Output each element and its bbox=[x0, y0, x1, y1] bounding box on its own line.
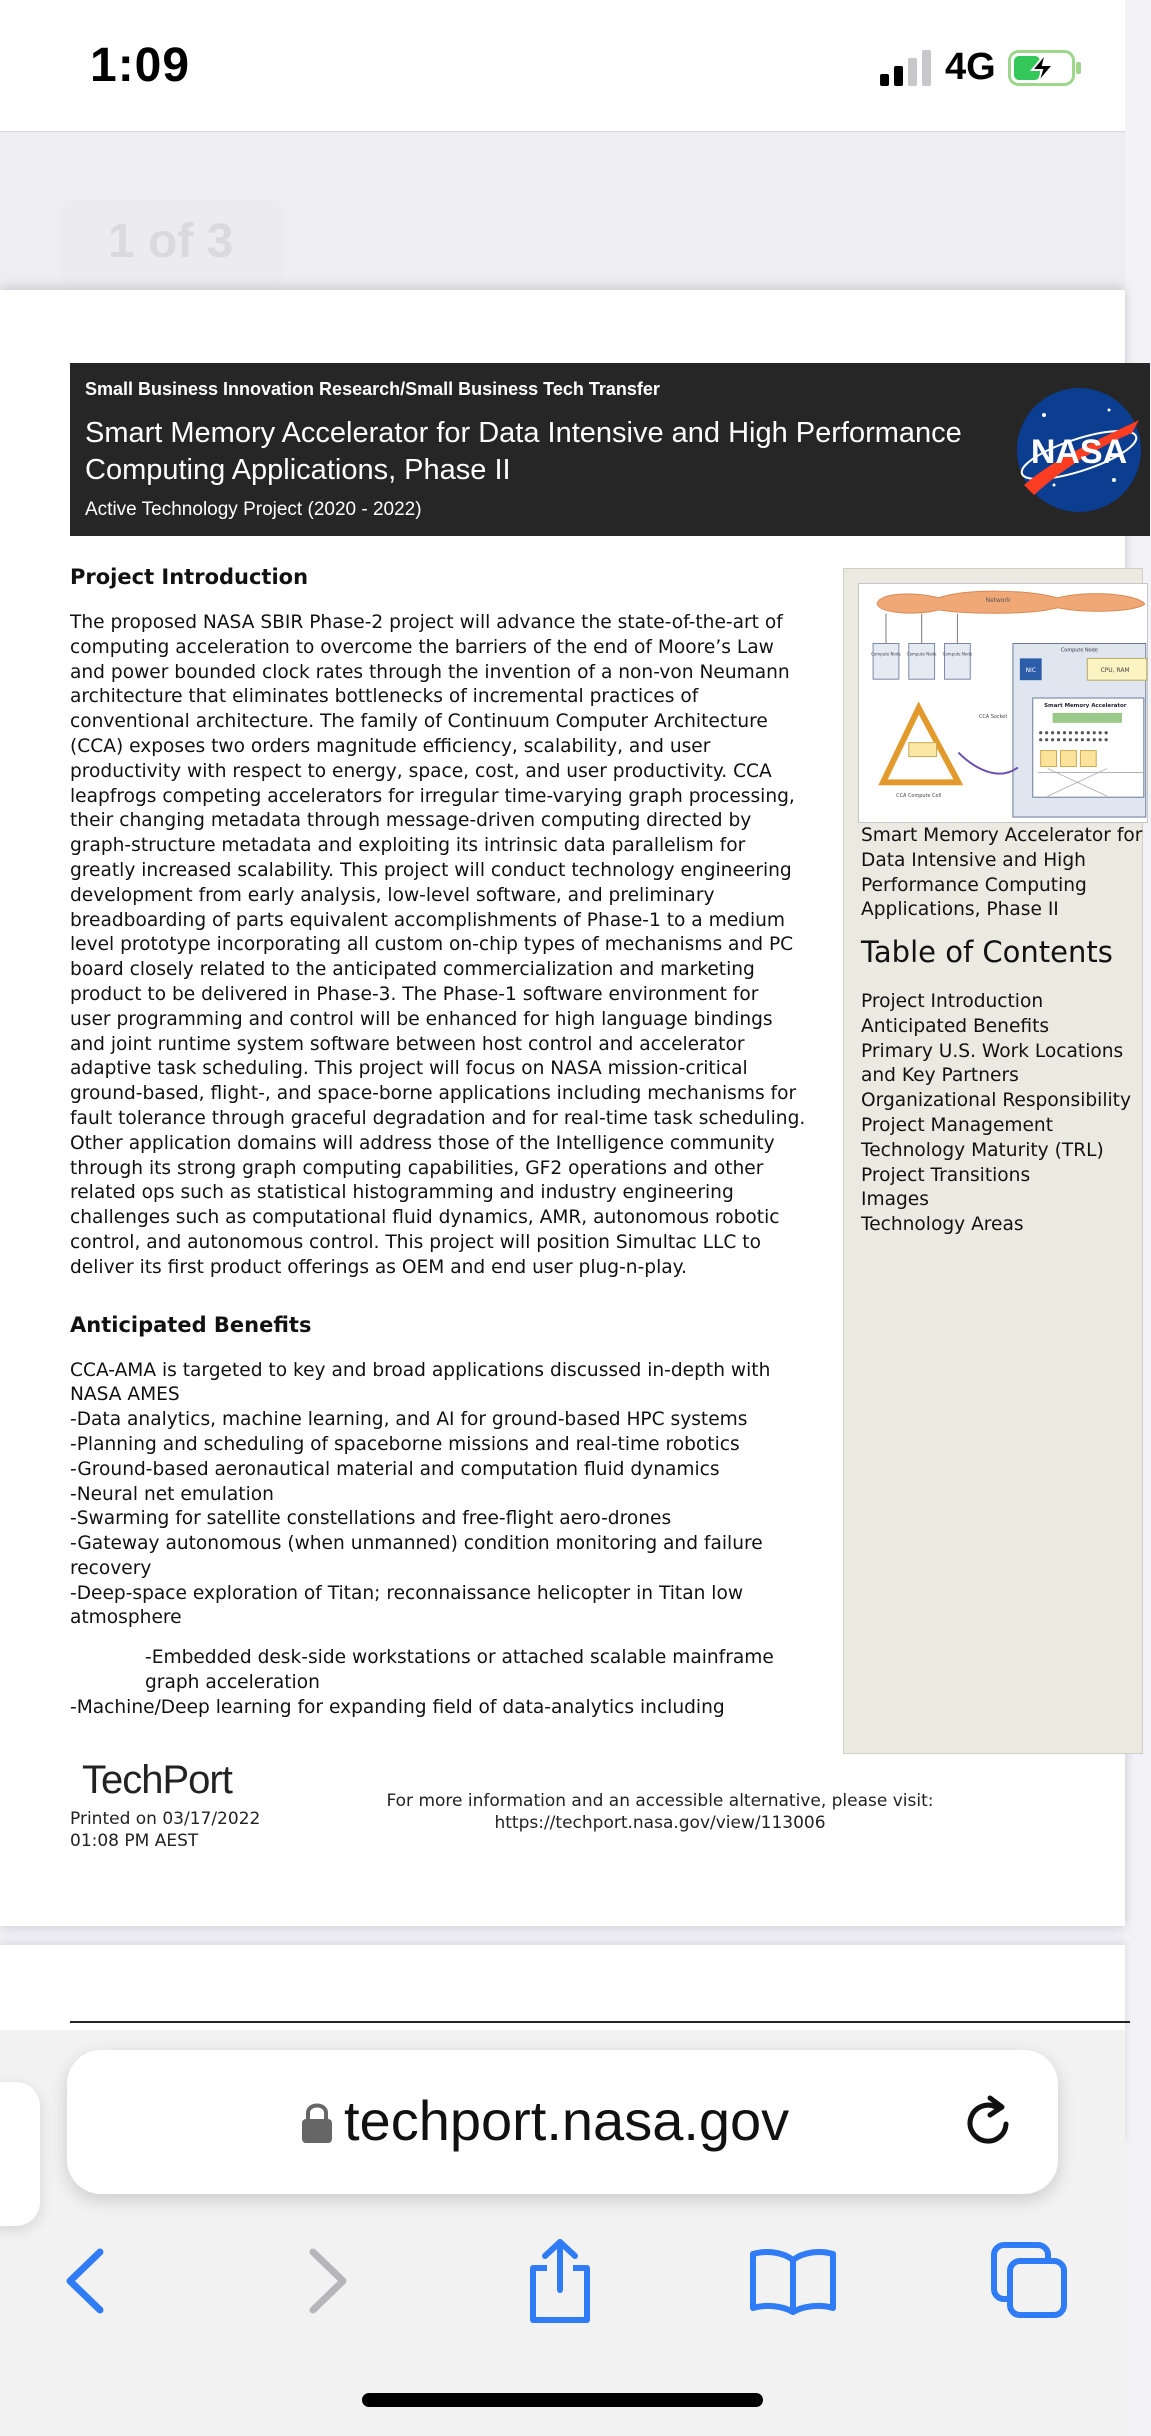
back-button[interactable] bbox=[40, 2236, 130, 2326]
bookmarks-button[interactable] bbox=[748, 2236, 838, 2326]
project-title: Smart Memory Accelerator for Data Intensive and High Performance Computing Applications, Phase II bbox=[85, 417, 962, 486]
toc-item[interactable]: Project Management bbox=[861, 1114, 1054, 1136]
toc-item[interactable]: Project Transitions bbox=[861, 1164, 1031, 1186]
navigation-row bbox=[0, 2216, 1125, 2326]
pdf-page[interactable] bbox=[0, 290, 1143, 1926]
intro-heading: Project Introduction bbox=[70, 565, 309, 589]
share-icon bbox=[525, 2238, 595, 2324]
figure-label-cca-cell: CCA Compute Cell bbox=[896, 793, 942, 800]
benefits-intro: CCA-AMA is targeted to key and broad applications discussed in-depth with NASA AMES bbox=[70, 1359, 771, 1406]
toc-item[interactable]: Project Introduction bbox=[861, 991, 1044, 1012]
toc-item[interactable]: Technology Maturity (TRL) bbox=[861, 1139, 1104, 1161]
toc-item[interactable]: Anticipated Benefits bbox=[861, 1015, 1050, 1037]
toc-item[interactable]: Images bbox=[861, 1189, 929, 1211]
tabs-icon bbox=[990, 2241, 1070, 2321]
page-indicator: 1 of 3 bbox=[62, 200, 282, 290]
network-type: 4G bbox=[945, 46, 996, 88]
toc-item[interactable]: Organizational Responsibility bbox=[861, 1090, 1131, 1112]
browser-toolbar bbox=[0, 2030, 1125, 2436]
figure-label-compute-node: Compute Node bbox=[942, 651, 973, 657]
share-button[interactable] bbox=[515, 2236, 605, 2326]
book-icon bbox=[748, 2246, 838, 2316]
figure-label-nic: NIC bbox=[1025, 667, 1036, 675]
toc-list bbox=[861, 990, 1151, 1238]
previous-tab-peek[interactable] bbox=[0, 2082, 40, 2226]
figure-label-cca-socket: CCA Socket bbox=[978, 713, 1008, 720]
address-bar[interactable] bbox=[67, 2050, 1058, 2194]
benefit-item: -Ground-based aeronautical material and computation fluid dynamics bbox=[70, 1458, 720, 1480]
nasa-logo-text: NASA bbox=[1030, 433, 1128, 471]
project-status: Active Technology Project (2020 - 2022) bbox=[85, 499, 422, 520]
figure-caption: Smart Memory Accelerator for Data Intensive and High Performance Computing Applications, Phase II bbox=[861, 825, 1143, 921]
lock-icon bbox=[300, 2100, 334, 2144]
home-indicator[interactable] bbox=[362, 2393, 763, 2407]
benefit-item: -Data analytics, machine learning, and AI for ground-based HPC systems bbox=[70, 1409, 748, 1431]
printed-date: Printed on 03/17/2022 01:08 PM AEST bbox=[70, 1809, 261, 1851]
main-content bbox=[70, 565, 810, 1721]
status-time: 1:09 bbox=[90, 39, 191, 92]
toc-item[interactable]: Technology Areas bbox=[861, 1214, 1024, 1236]
techport-logo: TechPort bbox=[82, 1758, 232, 1802]
document-banner bbox=[70, 363, 1150, 536]
sidebar bbox=[843, 568, 1143, 1754]
benefit-item: -Gateway autonomous (when unmanned) condition monitoring and failure recovery bbox=[70, 1533, 763, 1579]
battery-charging-icon bbox=[1008, 50, 1082, 86]
toc-item[interactable]: and Key Partners bbox=[861, 1065, 1019, 1087]
intro-text: The proposed NASA SBIR Phase-2 project will advance the state-of-the-art of computing acceleration to overcome the barriers of the end of Moore’s Law and power bounded clock rates through the invention of a non-von Neumann architecture that eliminates bottlenecks of incremental practices of conventional architecture. The family of Continuum Computer Architecture (CCA) exposes two orders magnitude efficiency, scalability, and user productivity with respect to energy, space, cost, and user productivity. CCA leapfrogs competing accelerators for irregular time-varying graph processing, their changing metadata through message-driven computing directed by graph-structure metadata and exploiting its intrinsic data parallelism for greatly increased scalability. This project will conduct technology engineering development from early analysis, low-level software, and preliminary breadboarding of parts equivalent accomplishments of Phase-1 to a medium level prototype incorporating all custom on-chip types of mechanisms and PC board closely related to the anticipated commercialization and marketing product to be delivered in Phase-3. The Phase-1 software environment for user programming and control will be enhanced for high language bindings and joint runtime system software between host control and accelerator adaptive task scheduling. This project will focus on NASA mission-critical ground-based, flight-, and space-borne applications including mechanisms for fault tolerance through graceful degradation and for real-time task scheduling. Other application domains will address those of the Intelligence community through its strong graph computing capabilities, GF2 operations and other related ops such as statistical histogramming and industry engineering challenges such as computational fluid dynamics, AMR, autonomous robotic control, and autonomous control. This project will position Simultac LLC to deliver its first product offerings as OEM and end user plug-n-play. bbox=[70, 612, 806, 1278]
figure-label-network: Network bbox=[985, 596, 1011, 604]
benefit-item: -Neural net emulation bbox=[70, 1483, 274, 1505]
more-info-link[interactable]: For more information and an accessible alternative, please visit: https://techport.nasa.gov/view/113006 bbox=[386, 1791, 934, 1833]
nasa-logo-icon bbox=[1014, 385, 1144, 515]
forward-button[interactable] bbox=[283, 2236, 373, 2326]
page-rule bbox=[70, 2021, 1130, 2023]
benefit-item-indented: -Embedded desk-side workstations or attached scalable mainframe graph acceleration bbox=[145, 1647, 774, 1694]
toc-title: Table of Contents bbox=[861, 935, 1113, 969]
program-name: Small Business Innovation Research/Small Business Tech Transfer bbox=[85, 379, 660, 399]
figure-label-cpu: CPU, RAM bbox=[1100, 667, 1130, 675]
figure-label-compute-node: Compute Node bbox=[1060, 647, 1098, 654]
benefit-item: -Deep-space exploration of Titan; reconnaissance helicopter in Titan low atmosphere bbox=[70, 1582, 744, 1629]
architecture-diagram-image bbox=[858, 583, 1148, 823]
cellular-signal-icon bbox=[880, 50, 936, 86]
tabs-button[interactable] bbox=[985, 2236, 1075, 2326]
toc-item[interactable]: Primary U.S. Work Locations bbox=[861, 1040, 1124, 1062]
figure-label-compute-node: Compute Node bbox=[871, 651, 901, 657]
back-chevron-icon bbox=[60, 2246, 110, 2316]
benefit-item: -Planning and scheduling of spaceborne missions and real-time robotics bbox=[70, 1433, 740, 1455]
benefits-section bbox=[70, 1313, 810, 1721]
figure-label-compute-node: Compute Node bbox=[906, 651, 937, 657]
benefit-item: -Swarming for satellite constellations and free-flight aero-drones bbox=[70, 1508, 672, 1530]
benefits-heading: Anticipated Benefits bbox=[70, 1312, 312, 1337]
benefit-item: -Machine/Deep learning for expanding field of data-analytics including bbox=[70, 1696, 725, 1718]
url-text[interactable]: techport.nasa.gov bbox=[344, 2089, 790, 2152]
forward-chevron-icon bbox=[303, 2246, 353, 2316]
reload-icon[interactable] bbox=[960, 2094, 1018, 2152]
status-bar bbox=[0, 0, 1125, 132]
figure-label-smart-memory: Smart Memory Accelerator bbox=[1044, 702, 1127, 709]
